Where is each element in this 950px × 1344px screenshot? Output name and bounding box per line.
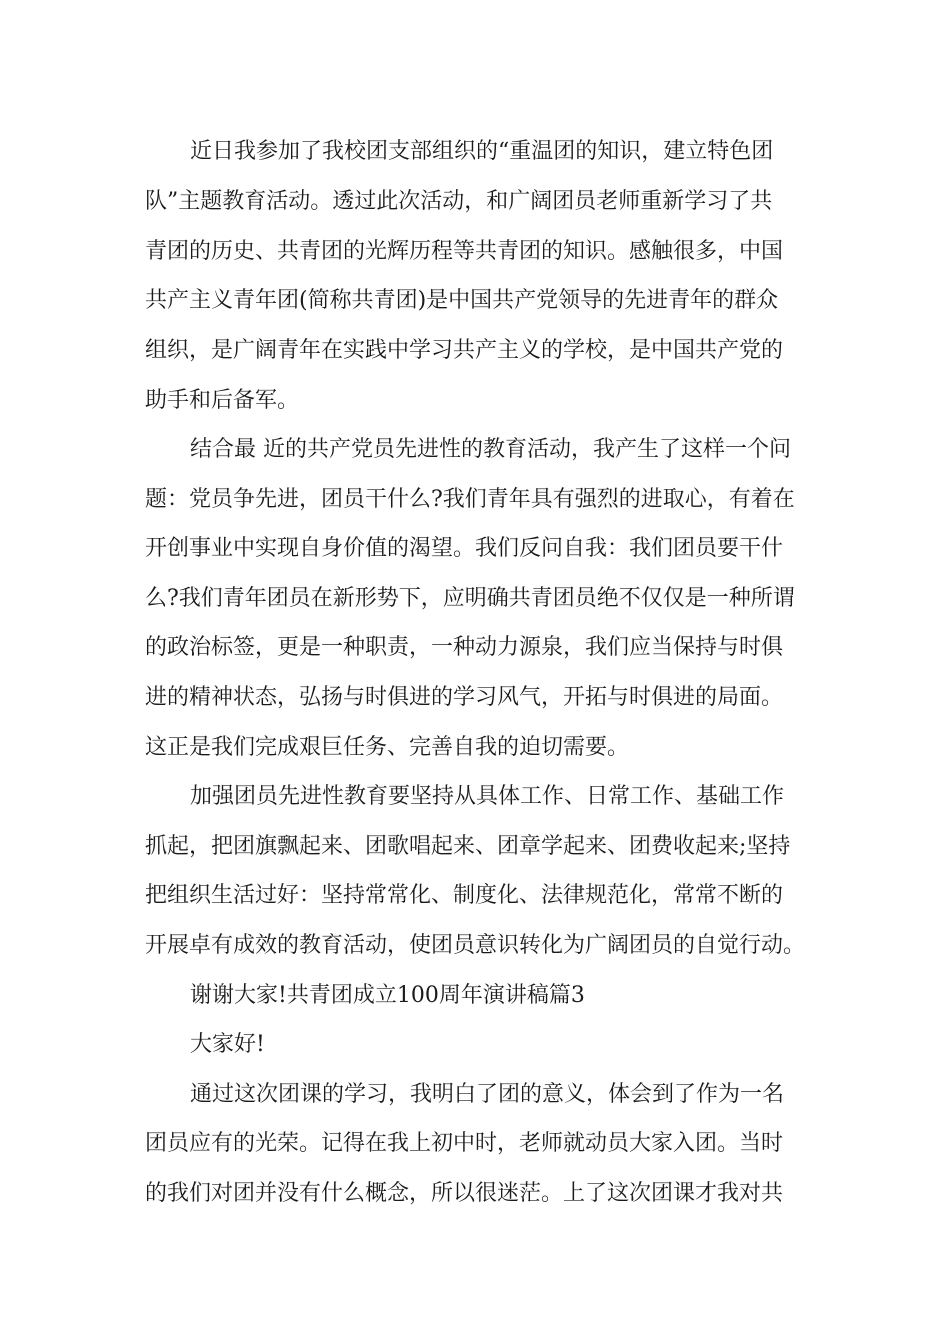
text-line: 通过这次团课的学习，我明白了团的意义，体会到了作为一名 xyxy=(190,1082,785,1107)
text-line: 开展卓有成效的教育活动，使团员意识转化为广阔团员的自觉行动。 xyxy=(145,933,806,958)
text-line: 这正是我们完成艰巨任务、完善自我的迫切需要。 xyxy=(145,735,630,760)
text-line: 共产主义青年团(简称共青团)是中国共产党领导的先进青年的群众 xyxy=(145,288,779,313)
text-line: 团员应有的光荣。记得在我上初中时，老师就动员大家入团。当时 xyxy=(145,1131,784,1156)
text-line: 助手和后备军。 xyxy=(145,388,300,413)
section-heading: 谢谢大家!共青团成立100周年演讲稿篇3 xyxy=(190,983,585,1008)
text-line: 把组织生活过好：坚持常常化、制度化、法律规范化，常常不断的 xyxy=(145,883,784,908)
text-line: 的政治标签，更是一种职责，一种动力源泉，我们应当保持与时俱 xyxy=(145,635,784,660)
text-line: 加强团员先进性教育要坚持从具体工作、日常工作、基础工作 xyxy=(190,784,785,809)
text-line: 开创事业中实现自身价值的渴望。我们反问自我：我们团员要干什 xyxy=(145,536,784,561)
text-line: 的我们对团并没有什么概念，所以很迷茫。上了这次团课才我对共 xyxy=(145,1181,784,1206)
text-line: 抓起，把团旗飘起来、团歌唱起来、团章学起来、团费收起来;坚持 xyxy=(145,834,791,859)
text-line: 么?我们青年团员在新形势下，应明确共青团员绝不仅仅是一种所谓 xyxy=(145,586,795,611)
text-line: 青团的历史、共青团的光辉历程等共青团的知识。感触很多，中国 xyxy=(145,239,784,264)
greeting-line: 大家好! xyxy=(190,1032,265,1057)
text-line: 结合最 近的共产党员先进性的教育活动，我产生了这样一个问 xyxy=(190,437,791,462)
text-line: 题：党员争先进，团员干什么?我们青年具有强烈的进取心，有着在 xyxy=(145,487,795,512)
text-line: 组织，是广阔青年在实践中学习共产主义的学校，是中国共产党的 xyxy=(145,338,784,363)
text-line: 进的精神状态，弘扬与时俱进的学习风气，开拓与时俱进的局面。 xyxy=(145,685,784,710)
text-line: 队”主题教育活动。透过此次活动，和广阔团员老师重新学习了共 xyxy=(145,189,773,214)
text-line: 近日我参加了我校团支部组织的“重温团的知识，建立特色团 xyxy=(190,139,774,164)
